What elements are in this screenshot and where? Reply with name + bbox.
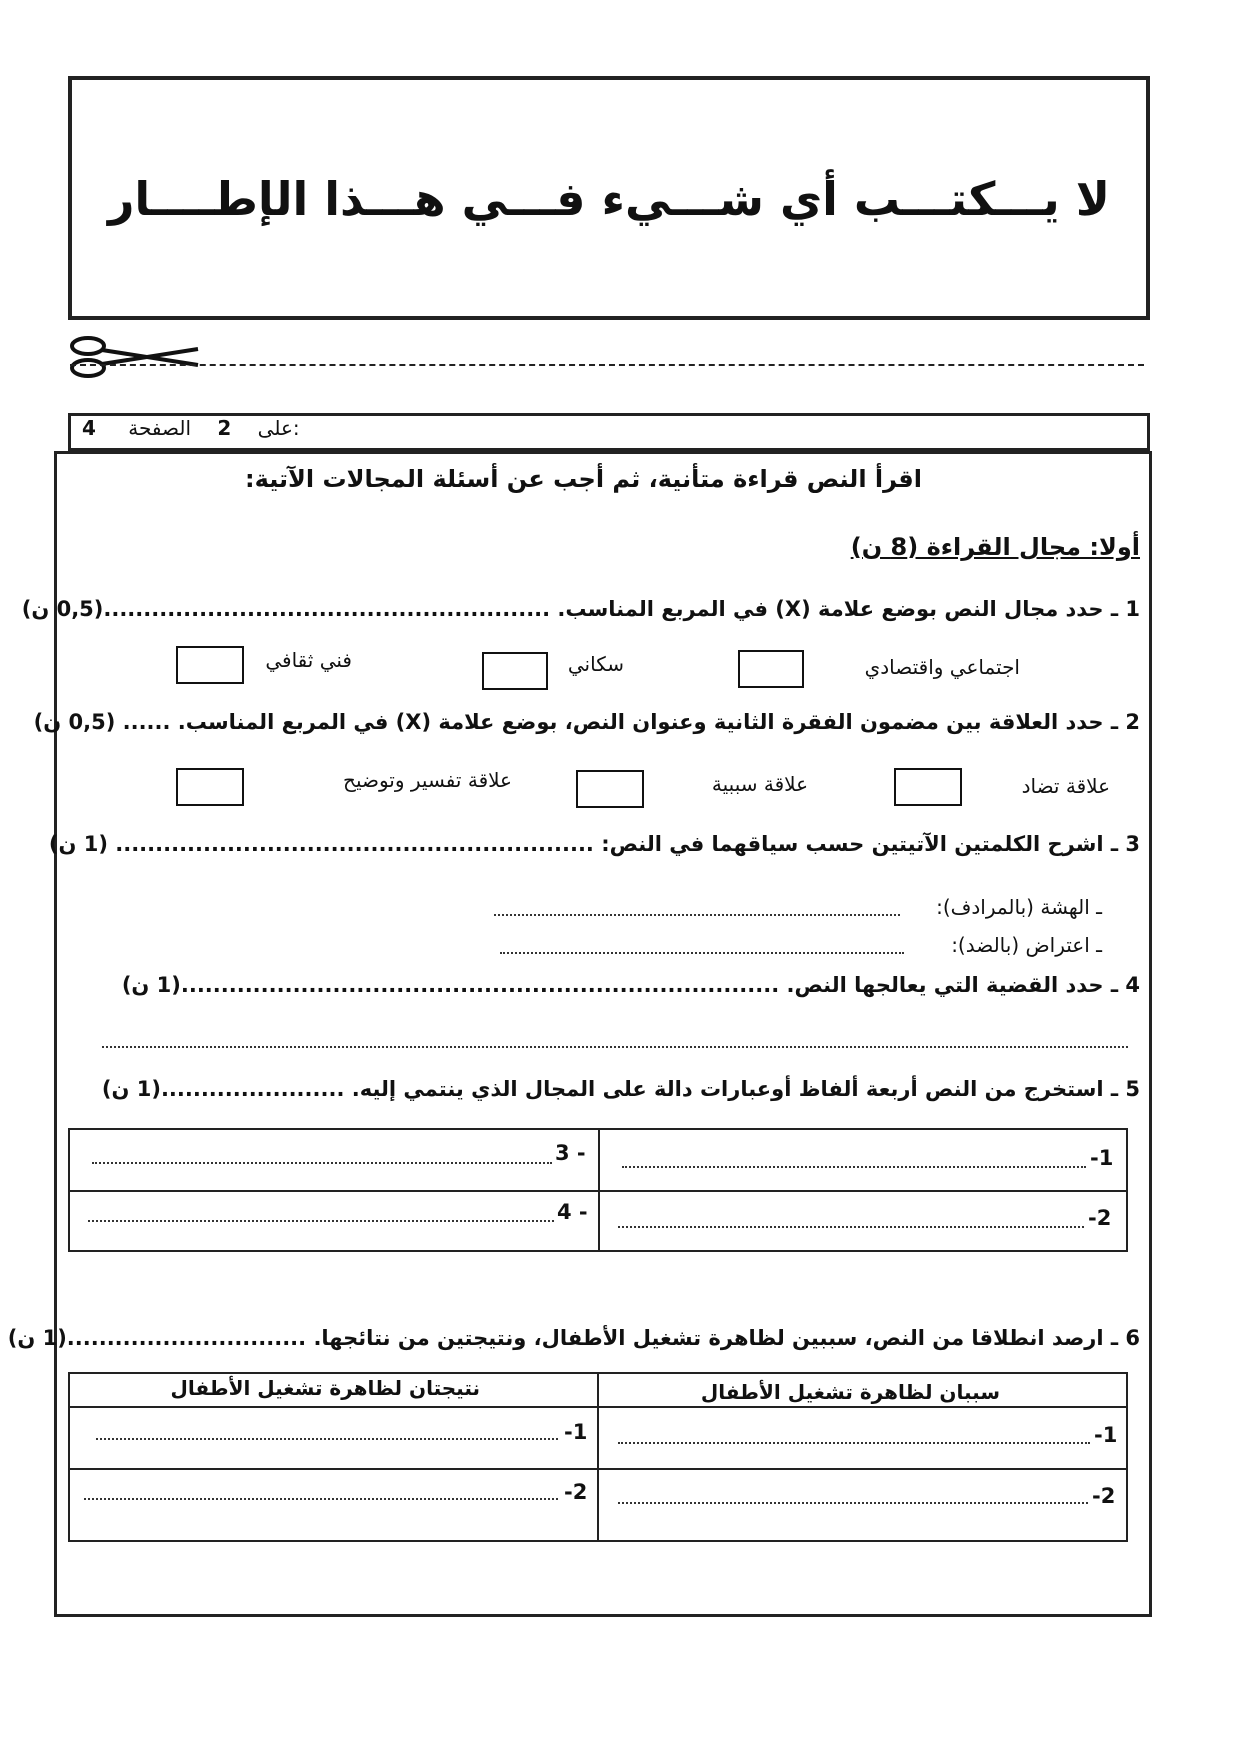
q6-header-results: نتيجتان لظاهرة تشغيل الأطفال <box>170 1376 480 1400</box>
q1-option-1: اجتماعي واقتصادي <box>864 655 1020 679</box>
q6-row-divider <box>68 1468 1128 1470</box>
q5-cell-2-label: -2 <box>1088 1206 1112 1230</box>
q5-cell-4-label: 4 - <box>557 1200 588 1224</box>
q6-header-divider <box>68 1406 1128 1408</box>
q6-header-causes: سببان لظاهرة تشغيل الأطفال <box>700 1380 1000 1404</box>
section-title: أولا: مجال القراءة (8 ن) <box>850 533 1140 561</box>
q1-option-3: فني ثقافي <box>265 648 352 672</box>
q6-result-2-line[interactable] <box>84 1498 558 1500</box>
q3-answer-line-2[interactable] <box>500 952 904 954</box>
question-6: 6 ـ ارصد انطلاقا من النص، سببين لظاهرة تشغيل الأطفال، ونتيجتين من نتائجها. ..............................(1 ن) <box>7 1326 1140 1350</box>
q5-cell-1-line[interactable] <box>622 1166 1086 1168</box>
scissors-icon <box>66 335 202 379</box>
q4-answer-line[interactable] <box>102 1046 1128 1048</box>
question-3: 3 ـ اشرح الكلمتين الآتيتين حسب سياقهما في النص: ............................................................ (1 ن) <box>48 832 1140 856</box>
q5-cell-3-label: 3 - <box>555 1141 586 1165</box>
q2-checkbox-1[interactable] <box>894 768 962 806</box>
q3-item-2: ـ اعتراض (بالضد): <box>951 933 1102 957</box>
q5-cell-4-line[interactable] <box>88 1220 554 1222</box>
q6-result-1-label: -1 <box>564 1420 588 1444</box>
q2-option-3: علاقة تفسير وتوضيح <box>343 768 512 792</box>
q6-result-2-label: -2 <box>564 1480 588 1504</box>
page-current: 2 <box>217 416 232 440</box>
q6-cause-2-line[interactable] <box>618 1502 1088 1504</box>
question-5: 5 ـ استخرج من النص أربعة ألفاظ أوعبارات دالة على المجال الذي ينتمي إليه. .......................(1 ن) <box>101 1077 1140 1101</box>
q5-cell-2-line[interactable] <box>618 1226 1084 1228</box>
q2-checkbox-3[interactable] <box>176 768 244 806</box>
cut-line <box>70 364 1144 366</box>
q6-table-vdivider <box>597 1372 599 1542</box>
q1-checkbox-3[interactable] <box>176 646 244 684</box>
q1-option-2: سكاني <box>567 652 624 676</box>
q6-cause-1-line[interactable] <box>618 1442 1090 1444</box>
q6-cause-2-label: -2 <box>1092 1484 1116 1508</box>
q1-checkbox-2[interactable] <box>482 652 548 690</box>
question-2: 2 ـ حدد العلاقة بين مضمون الفقرة الثانية وعنوان النص، بوضع علامة (X) في المربع المناسب. ...... (0,5 ن) <box>33 710 1140 734</box>
page-total: 4 <box>82 416 96 440</box>
instructions: اقرأ النص قراءة متأنية، ثم أجب عن أسئلة المجالات الآتية: <box>245 465 922 493</box>
q6-result-1-line[interactable] <box>96 1438 558 1440</box>
question-1: 1 ـ حدد مجال النص بوضع علامة (X) في المربع المناسب. ........................................................(0,5 ن) <box>21 597 1140 621</box>
q2-checkbox-2[interactable] <box>576 770 644 808</box>
q5-cell-3-line[interactable] <box>92 1162 552 1164</box>
no-write-frame <box>68 76 1150 320</box>
page-number <box>82 416 300 440</box>
page-of: على <box>257 416 293 440</box>
q3-item-1: ـ الهشة (بالمرادف): <box>936 895 1102 919</box>
q2-option-2: علاقة سببية <box>711 772 808 796</box>
q3-answer-line-1[interactable] <box>494 914 900 916</box>
no-write-warning: لا يـــكتـــب أي شـــيء فـــي هـــذا الإطــــار <box>107 172 1111 226</box>
q1-checkbox-1[interactable] <box>738 650 804 688</box>
page-label: الصفحة: <box>128 416 300 440</box>
q5-table-hdivider <box>68 1190 1128 1192</box>
question-4: 4 ـ حدد القضية التي يعالجها النص. ...........................................................................(1 ن) <box>121 973 1140 997</box>
q6-cause-1-label: -1 <box>1094 1423 1118 1447</box>
q5-cell-1-label: -1 <box>1090 1146 1114 1170</box>
q2-option-1: علاقة تضاد <box>1021 774 1110 798</box>
